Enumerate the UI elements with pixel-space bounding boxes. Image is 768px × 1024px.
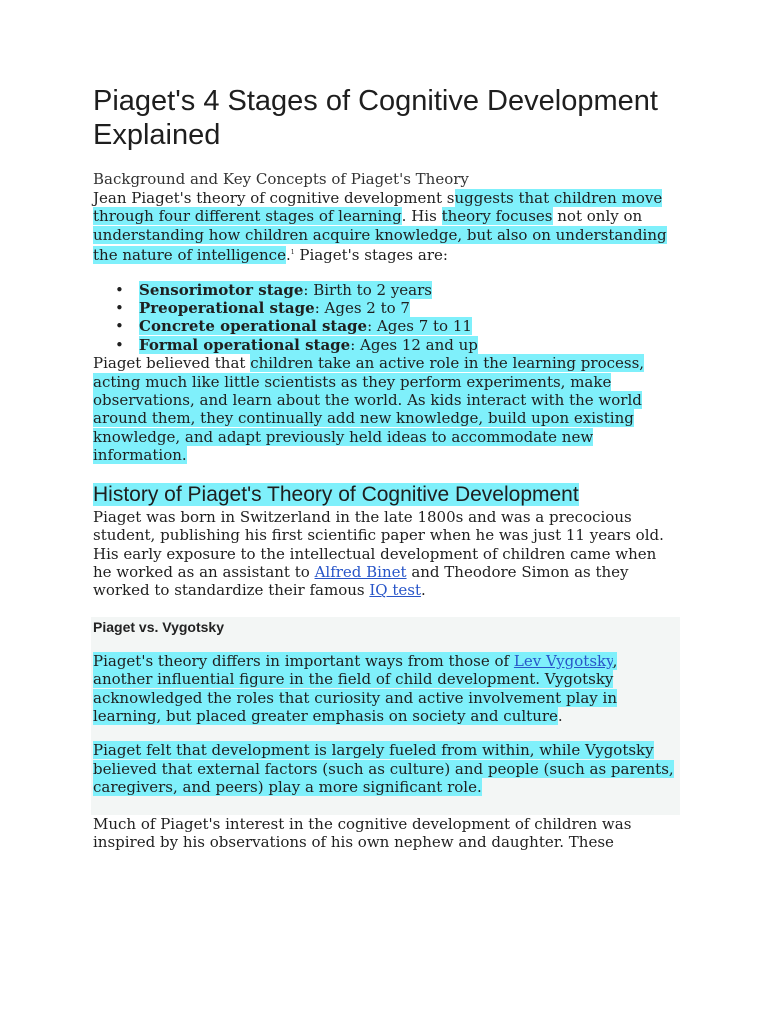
- intro-paragraph: [93, 189, 678, 265]
- belief-paragraph: [93, 354, 678, 464]
- history-paragraph: [93, 508, 678, 600]
- intro-highlight-2: theory focuses: [441, 207, 553, 226]
- alfred-binet-link[interactable]: Alfred Binet: [314, 562, 407, 581]
- callout-paragraph-1: [93, 652, 678, 726]
- callout-heading: Piaget vs. Vygotsky: [93, 618, 224, 635]
- stage-ages: : Ages 7 to 11: [367, 317, 472, 336]
- intro-text-4: .: [285, 246, 291, 265]
- stages-list: [93, 281, 678, 355]
- history-text-3: .: [421, 581, 426, 600]
- callout-paragraph-2: [93, 741, 678, 796]
- callout-text-1: .: [557, 706, 563, 725]
- page-title: Piaget's 4 Stages of Cognitive Development Explained: [93, 85, 658, 151]
- stage-name: Preoperational stage: [139, 299, 315, 318]
- stage-ages: : Birth to 2 years: [303, 280, 432, 299]
- bullet-icon: •: [115, 335, 124, 354]
- history-text-2: and Theodore Simon as they worked to standardize their famous: [93, 562, 629, 600]
- list-item: [115, 335, 678, 354]
- callout-highlight-2: , another influential figure in the field of child development. Vygotsky acknowledged the roles that curiosity and active involvement play in learning, but placed greater emphasis on society and culture: [93, 651, 618, 725]
- bullet-icon: •: [115, 299, 124, 318]
- stage-ages: : Ages 12 and up: [350, 335, 478, 354]
- belief-highlight: children take an active role in the learning process, acting much like little scientists as they perform experiments, make observations, and learn about the world. As kids interact with the world around them, they continually add new knowledge, build upon existing knowledge, and adapt previously held ideas to accommodate new information.: [93, 354, 645, 465]
- interest-paragraph: Much of Piaget's interest in the cognitive development of children was inspired by his observations of his own nephew and daughter. These: [93, 814, 632, 852]
- stage-name: Formal operational stage: [139, 335, 351, 354]
- iq-test-link[interactable]: IQ test: [369, 581, 421, 600]
- bullet-icon: •: [115, 280, 124, 299]
- list-item: [115, 317, 678, 336]
- list-item: [115, 280, 678, 299]
- belief-text-1: Piaget believed that: [93, 354, 251, 373]
- lev-vygotsky-link[interactable]: Lev Vygotsky: [513, 651, 613, 670]
- intro-text-5: Piaget's stages are:: [294, 246, 448, 265]
- page-subtitle: Background and Key Concepts of Piaget's Theory: [93, 170, 469, 188]
- callout-highlight-3: Piaget felt that development is largely fueled from within, while Vygotsky believed that external factors (such as culture) and people (such as parents, caregivers, and peers) play a more significant role.: [93, 741, 674, 797]
- footnote-marker[interactable]: 1: [290, 249, 295, 257]
- bullet-icon: •: [115, 317, 124, 336]
- stage-name: Concrete operational stage: [139, 317, 368, 336]
- list-item: [115, 299, 678, 318]
- callout-box: [91, 617, 680, 815]
- history-text-1: Piaget was born in Switzerland in the late 1800s and was a precocious student, publishing his first scientific paper when he was just 11 years old. His early exposure to the intellectual development of children came when he worked as an assistant to: [93, 507, 664, 581]
- intro-highlight-1: uggests that children move through four different stages of learning: [93, 189, 663, 226]
- intro-text-3: not only on: [552, 207, 643, 226]
- section-heading-history: History of Piaget's Theory of Cognitive Development: [93, 482, 579, 506]
- intro-text-2: . His: [401, 207, 442, 226]
- stage-name: Sensorimotor stage: [139, 280, 304, 299]
- intro-highlight-3: understanding how children acquire knowledge, but also on understanding the nature of intelligence: [93, 225, 667, 265]
- stage-ages: : Ages 2 to 7: [314, 299, 410, 318]
- intro-text-1: Jean Piaget's theory of cognitive development s: [93, 189, 455, 207]
- callout-highlight-1: Piaget's theory differs in important ways from those of: [93, 651, 514, 670]
